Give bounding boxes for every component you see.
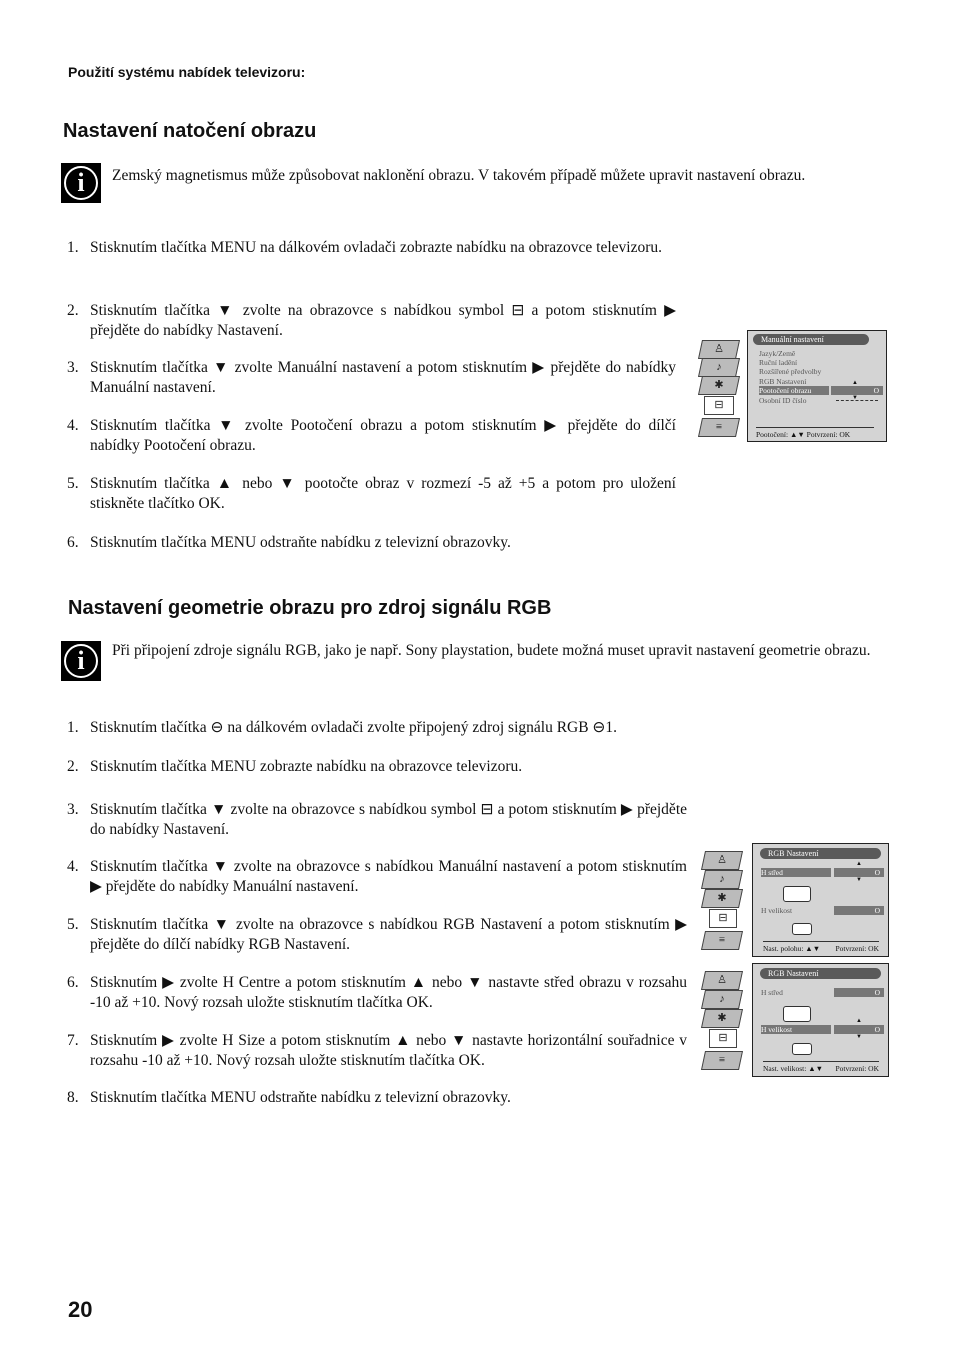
step-6 bbox=[67, 973, 687, 1013]
tab-features-icon: ✱ bbox=[701, 1009, 743, 1028]
footer-hint: Nast. polohu: ▲▼ bbox=[763, 944, 821, 953]
arrow-up-icon: ▲ bbox=[856, 861, 862, 867]
tab-features-icon: ✱ bbox=[701, 889, 743, 908]
section-title-rgb: Nastavení geometrie obrazu pro zdroj signálu RGB bbox=[68, 597, 552, 619]
menu-item-selected: H velikost bbox=[761, 1025, 831, 1034]
step-5 bbox=[67, 915, 687, 955]
menu-panel bbox=[752, 843, 889, 957]
step-1 bbox=[67, 718, 687, 738]
step-text: Stisknutím ▶ zvolte H Size a potom stisknutím ▲ nebo ▼ nastavte horizontální souřadnice v rozsahu -10 až +10. Nový rozsah uložte stisknutím tlačítka OK. bbox=[90, 1032, 687, 1069]
step-text: Stisknutím tlačítka ▼ zvolte na obrazovce s nabídkou symbol ⊟ a potom stisknutím ▶ přejděte do nabídky Nastavení. bbox=[90, 302, 676, 339]
tab-picture-icon: ♙ bbox=[701, 971, 743, 990]
step-number: 6. bbox=[67, 534, 79, 551]
tv-menu-screen-rgb-size bbox=[703, 963, 888, 1077]
footer-confirm: Potvrzení: OK bbox=[835, 1064, 879, 1073]
tab-picture-icon: ♙ bbox=[698, 340, 740, 359]
step-3 bbox=[67, 800, 687, 840]
menu-value: O bbox=[831, 386, 883, 395]
step-number: 2. bbox=[67, 758, 79, 775]
menu-item-selected: H střed bbox=[761, 868, 831, 877]
step-4 bbox=[67, 857, 687, 897]
menu-item: Rozšířené předvolby bbox=[759, 367, 822, 376]
step-number: 3. bbox=[67, 801, 79, 818]
menu-title: RGB Nastavení bbox=[760, 968, 881, 979]
step-number: 4. bbox=[67, 417, 79, 434]
menu-title: Manuální nastavení bbox=[753, 334, 869, 345]
tab-preset-icon: ≡ bbox=[701, 1051, 743, 1070]
arrow-down-icon: ▼ bbox=[852, 395, 858, 401]
info-paragraph: Zemský magnetismus může způsobovat naklonění obrazu. V takovém případě můžete upravit nastavení obrazu. bbox=[112, 167, 806, 184]
menu-footer bbox=[763, 1061, 879, 1073]
step-text: Stisknutím tlačítka ▼ zvolte Pootočení obrazu a potom stisknutím ▶ přejděte do dílčí nabídky Pootočení obrazu. bbox=[90, 417, 676, 454]
footer-hint: Nast. velikost: ▲▼ bbox=[763, 1064, 824, 1073]
step-number: 1. bbox=[67, 239, 79, 256]
step-number: 8. bbox=[67, 1089, 79, 1106]
info-icon: i bbox=[61, 641, 101, 681]
step-2 bbox=[67, 301, 676, 341]
step-number: 4. bbox=[67, 858, 79, 875]
tab-setup-icon: ⊟ bbox=[704, 396, 734, 415]
menu-item: Jazyk/Země bbox=[759, 349, 796, 358]
step-text: Stisknutím tlačítka ⊖ na dálkovém ovladači zvolte připojený zdroj signálu RGB ⊖1. bbox=[90, 719, 618, 736]
tv-menu-screen-rotation bbox=[700, 330, 886, 442]
tab-sound-icon: ♪ bbox=[698, 358, 740, 377]
arrow-up-icon: ▲ bbox=[856, 1018, 862, 1024]
step-3 bbox=[67, 358, 676, 398]
step-5 bbox=[67, 474, 676, 514]
tv-size-icon bbox=[792, 923, 812, 935]
menu-item: Osobní ID číslo bbox=[759, 396, 807, 405]
menu-footer: Pootočení: ▲▼ Potvrzení: OK bbox=[756, 427, 874, 439]
menu-value: O bbox=[834, 906, 884, 915]
arrow-down-icon: ▼ bbox=[856, 877, 862, 883]
step-number: 1. bbox=[67, 719, 79, 736]
arrow-down-icon: ▼ bbox=[856, 1034, 862, 1040]
menu-item: H velikost bbox=[761, 906, 793, 915]
step-text: Stisknutím tlačítka ▼ zvolte na obrazovce s nabídkou Manuální nastavení a potom stisknutím ▶ přejděte do nabídky Manuální nastavení. bbox=[90, 858, 687, 895]
tab-setup-icon: ⊟ bbox=[709, 909, 737, 928]
tv-size-icon bbox=[792, 1043, 812, 1055]
step-number: 2. bbox=[67, 302, 79, 319]
page-number: 20 bbox=[68, 1297, 93, 1322]
menu-tabs bbox=[703, 963, 743, 1077]
section-title-rotation: Nastavení natočení obrazu bbox=[63, 120, 317, 142]
step-number: 5. bbox=[67, 916, 79, 933]
info-icon: i bbox=[61, 163, 101, 203]
menu-tabs bbox=[703, 843, 743, 957]
menu-panel bbox=[747, 330, 887, 442]
tab-features-icon: ✱ bbox=[698, 376, 740, 395]
footer-confirm: Potvrzení: OK bbox=[835, 944, 879, 953]
menu-value: O bbox=[834, 988, 884, 997]
running-header: Použití systému nabídek televizoru: bbox=[68, 64, 306, 80]
step-text: Stisknutím tlačítka ▼ zvolte na obrazovce s nabídkou symbol ⊟ a potom stisknutím ▶ přejděte do nabídky Nastavení. bbox=[90, 801, 687, 838]
tab-preset-icon: ≡ bbox=[701, 931, 743, 950]
step-7 bbox=[67, 1031, 687, 1071]
menu-tabs bbox=[700, 330, 740, 442]
step-4 bbox=[67, 416, 676, 456]
step-text: Stisknutím tlačítka MENU odstraňte nabídku z televizní obrazovky. bbox=[90, 1089, 511, 1106]
step-8 bbox=[67, 1088, 687, 1108]
step-text: Stisknutím tlačítka ▲ nebo ▼ pootočte obraz v rozmezí -5 až +5 a potom pro uložení stiskněte tlačítko OK. bbox=[90, 475, 676, 512]
tab-sound-icon: ♪ bbox=[701, 870, 743, 889]
menu-title: RGB Nastavení bbox=[760, 848, 881, 859]
menu-value: O bbox=[834, 868, 884, 877]
tab-sound-icon: ♪ bbox=[701, 990, 743, 1009]
step-number: 6. bbox=[67, 974, 79, 991]
step-number: 5. bbox=[67, 475, 79, 492]
step-text: Stisknutím tlačítka ▼ zvolte Manuální nastavení a potom stisknutím ▶ přejděte do nabídky Manuální nastavení. bbox=[90, 359, 676, 396]
step-number: 3. bbox=[67, 359, 79, 376]
arrow-up-icon: ▲ bbox=[852, 380, 858, 386]
step-number: 7. bbox=[67, 1032, 79, 1049]
info-paragraph: Při připojení zdroje signálu RGB, jako je např. Sony playstation, budete možná muset upravit nastavení geometrie obrazu. bbox=[112, 642, 871, 659]
step-text: Stisknutím tlačítka MENU odstraňte nabídku z televizní obrazovky. bbox=[90, 534, 511, 551]
step-6 bbox=[67, 533, 676, 553]
menu-panel bbox=[752, 963, 889, 1077]
menu-item: Ruční ladění bbox=[759, 358, 798, 367]
divider bbox=[836, 400, 878, 401]
menu-item-selected: Pootočení obrazu bbox=[759, 386, 829, 395]
tv-position-icon bbox=[783, 1006, 811, 1022]
menu-value: O bbox=[834, 1025, 884, 1034]
step-1 bbox=[67, 238, 676, 278]
tv-position-icon bbox=[783, 886, 811, 902]
step-text: Stisknutím tlačítka ▼ zvolte na obrazovce s nabídkou RGB Nastavení a potom stisknutím ▶ přejděte do dílčí nabídky RGB Nastavení. bbox=[90, 916, 687, 953]
menu-item: H střed bbox=[761, 988, 783, 997]
step-text: Stisknutím ▶ zvolte H Centre a potom stisknutím ▲ nebo ▼ nastavte střed obrazu v rozsahu -10 až +10. Nový rozsah uložte stisknutím tlačítka OK. bbox=[90, 974, 687, 1011]
step-text: Stisknutím tlačítka MENU na dálkovém ovladači zobrazte nabídku na obrazovce televizoru. bbox=[90, 239, 663, 256]
tv-menu-screen-rgb-centre bbox=[703, 843, 888, 957]
tab-preset-icon: ≡ bbox=[698, 418, 740, 437]
menu-item: RGB Nastavení bbox=[759, 377, 807, 386]
tab-picture-icon: ♙ bbox=[701, 851, 743, 870]
tab-setup-icon: ⊟ bbox=[709, 1029, 737, 1048]
step-2 bbox=[67, 757, 687, 777]
step-text: Stisknutím tlačítka MENU zobrazte nabídku na obrazovce televizoru. bbox=[90, 758, 523, 775]
menu-footer bbox=[763, 941, 879, 953]
